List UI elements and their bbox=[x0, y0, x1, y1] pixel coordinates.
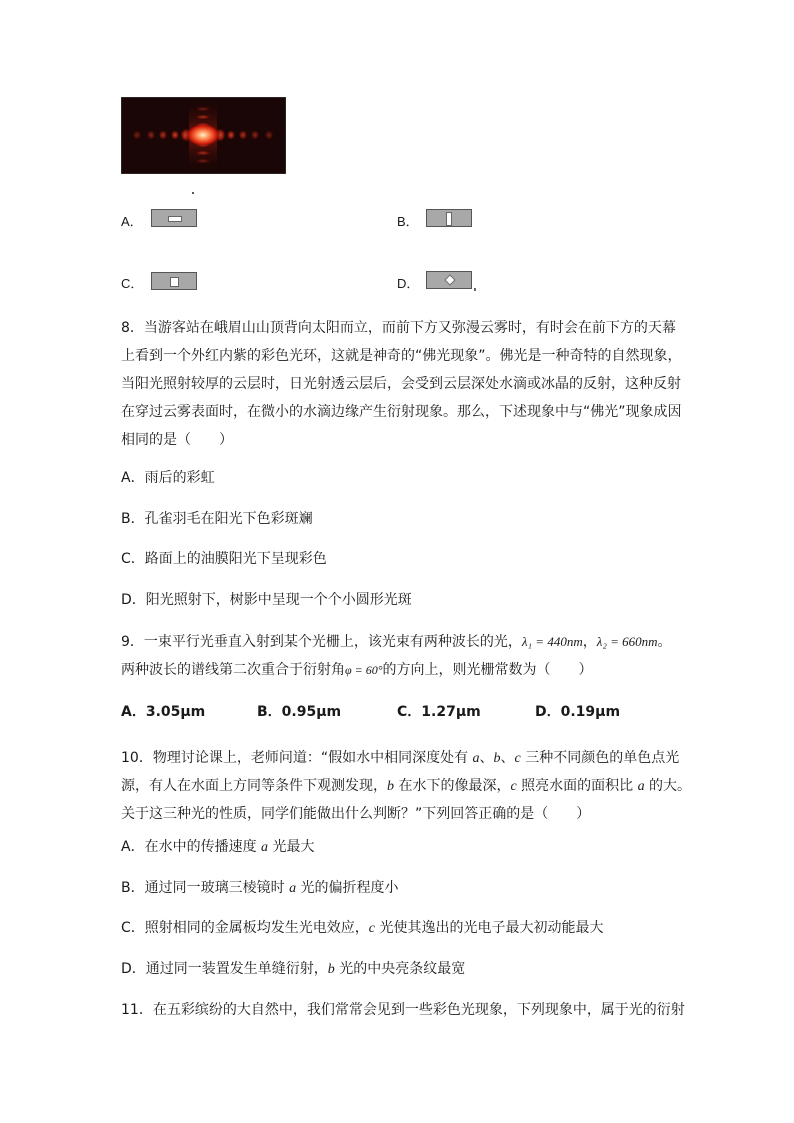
q10-line-2 bbox=[121, 772, 691, 801]
option-text: C．照射相同的金属板均发生光电效应， bbox=[121, 920, 369, 936]
option-d-label[interactable]: D． bbox=[397, 276, 420, 291]
option-text: 光的中央亮条纹最宽 bbox=[334, 961, 466, 977]
diffraction-pattern-image bbox=[121, 97, 286, 174]
central-maximum bbox=[185, 123, 221, 147]
lambda2-formula: λ₂ = 660nm bbox=[596, 634, 658, 649]
var-c: c bbox=[514, 751, 521, 766]
side-spot bbox=[265, 130, 274, 140]
option-a-slit-diagram[interactable] bbox=[151, 209, 197, 227]
q10-text: 的大。 bbox=[644, 778, 692, 794]
option-text: 光最大 bbox=[268, 839, 315, 855]
q8-line: 8．当游客站在峨眉山山顶背向太阳而立，而前下方又弥漫云雾时，有时会在前下方的天幕 bbox=[121, 320, 676, 336]
q9-option-d[interactable]: D．0.19μm bbox=[535, 704, 621, 720]
var-b: b bbox=[327, 962, 335, 977]
angle-formula: φ = 60° bbox=[345, 663, 383, 677]
q9-text: 9．一束平行光垂直入射到某个光栅上，该光束有两种波长的光， bbox=[121, 634, 522, 650]
q8-option-d[interactable]: D．阳光照射下，树影中呈现一个个小圆形光斑 bbox=[121, 592, 412, 608]
q10-option-b[interactable] bbox=[121, 878, 399, 899]
q10-text: 三种不同颜色的单色点光 bbox=[520, 750, 680, 766]
var-a: a bbox=[472, 751, 480, 766]
option-text: B．通过同一玻璃三棱镜时 bbox=[121, 880, 290, 896]
q10-text: 10．物理讨论课上，老师问道：“假如水中相同深度处有 bbox=[121, 750, 473, 766]
q9-option-b[interactable]: B．0.95μm bbox=[257, 704, 342, 720]
var-c: c bbox=[368, 921, 375, 936]
side-spot bbox=[239, 130, 248, 140]
side-spot bbox=[147, 130, 156, 140]
q10-text: 源，有人在水面上方同等条件下观测发现， bbox=[121, 778, 387, 794]
q9-sep: ， bbox=[582, 634, 597, 650]
option-a-label[interactable]: A． bbox=[121, 214, 143, 229]
vertical-fringe bbox=[195, 159, 211, 164]
q10-line-3: 关于这三种光的性质，同学们能做出什么判断？”下列回答正确的是（ ） bbox=[121, 806, 591, 822]
q10-option-a[interactable] bbox=[121, 837, 314, 858]
vertical-fringe bbox=[195, 107, 211, 112]
var-a: a bbox=[637, 779, 645, 794]
lambda1-formula: λ₁ = 440nm bbox=[521, 634, 583, 649]
square-aperture bbox=[170, 277, 179, 287]
side-spot bbox=[251, 130, 260, 140]
dot-mark bbox=[192, 192, 194, 194]
q9-end: 。 bbox=[657, 634, 672, 650]
q8-line: 在穿过云雾表面时，在微小的水滴边缘产生衍射现象。那么，下述现象中与“佛光”现象成因 bbox=[121, 404, 682, 420]
q8-option-c[interactable]: C．路面上的油膜阳光下呈现彩色 bbox=[121, 551, 327, 567]
option-c-slit-diagram[interactable] bbox=[151, 272, 197, 290]
option-text: 光的偏折程度小 bbox=[296, 880, 399, 896]
vertical-fringe bbox=[195, 115, 211, 120]
option-text: 光使其逸出的光电子最大初动能最大 bbox=[375, 920, 604, 936]
var-b: b bbox=[493, 751, 501, 766]
q9-text: 两种波长的谱线第二次重合于衍射角 bbox=[121, 662, 345, 678]
option-b-slit-diagram[interactable] bbox=[426, 209, 472, 227]
side-spot bbox=[227, 130, 236, 140]
side-spot bbox=[133, 130, 142, 140]
side-spot bbox=[171, 130, 180, 140]
question-8-stem bbox=[121, 314, 681, 454]
option-text: D．通过同一装置发生单缝衍射， bbox=[121, 961, 328, 977]
q10-option-d[interactable] bbox=[121, 959, 465, 980]
q10-option-c[interactable] bbox=[121, 918, 603, 939]
q10-text: 在水下的像最深， bbox=[394, 778, 511, 794]
option-text: A．在水中的传播速度 bbox=[121, 839, 262, 855]
q9-line-2 bbox=[121, 660, 593, 680]
q9-option-c[interactable]: C．1.27μm bbox=[397, 704, 481, 720]
diamond-aperture bbox=[444, 274, 455, 285]
q9-option-a[interactable]: A．3.05μm bbox=[121, 704, 206, 720]
q10-text: 照亮水面的面积比 bbox=[516, 778, 638, 794]
q10-text: 、 bbox=[500, 750, 515, 766]
vertical-slit bbox=[446, 212, 452, 226]
q9-line-1 bbox=[121, 632, 672, 652]
tick-mark bbox=[474, 288, 476, 291]
side-spot bbox=[159, 130, 168, 140]
q9-text: 的方向上，则光栅常数为（ ） bbox=[382, 662, 593, 678]
var-a: a bbox=[289, 881, 297, 896]
option-d-slit-diagram[interactable] bbox=[426, 271, 472, 289]
horizontal-slit bbox=[168, 216, 182, 222]
var-a: a bbox=[261, 840, 269, 855]
q10-line-1 bbox=[121, 744, 679, 773]
q8-line: 当阳光照射较厚的云层时，日光射透云层后，会受到云层深处水滴或冰晶的反射，这种反射 bbox=[121, 376, 681, 392]
option-c-label[interactable]: C． bbox=[121, 276, 144, 291]
q8-line: 相同的是（ ） bbox=[121, 432, 233, 448]
var-b: b bbox=[387, 779, 394, 794]
question-11-stem: 11．在五彩缤纷的大自然中，我们常常会见到一些彩色光现象，下列现象中，属于光的衍射 bbox=[121, 1002, 685, 1018]
var-c: c bbox=[510, 779, 517, 794]
q8-option-a[interactable]: A．雨后的彩虹 bbox=[121, 470, 215, 486]
q10-text: 、 bbox=[479, 750, 494, 766]
q8-option-b[interactable]: B．孔雀羽毛在阳光下色彩斑斓 bbox=[121, 511, 313, 527]
q8-line: 上看到一个外红内紫的彩色光环，这就是神奇的“佛光现象”。佛光是一种奇特的自然现象， bbox=[121, 348, 682, 364]
vertical-fringe bbox=[195, 151, 211, 156]
option-b-label[interactable]: B． bbox=[397, 214, 419, 229]
